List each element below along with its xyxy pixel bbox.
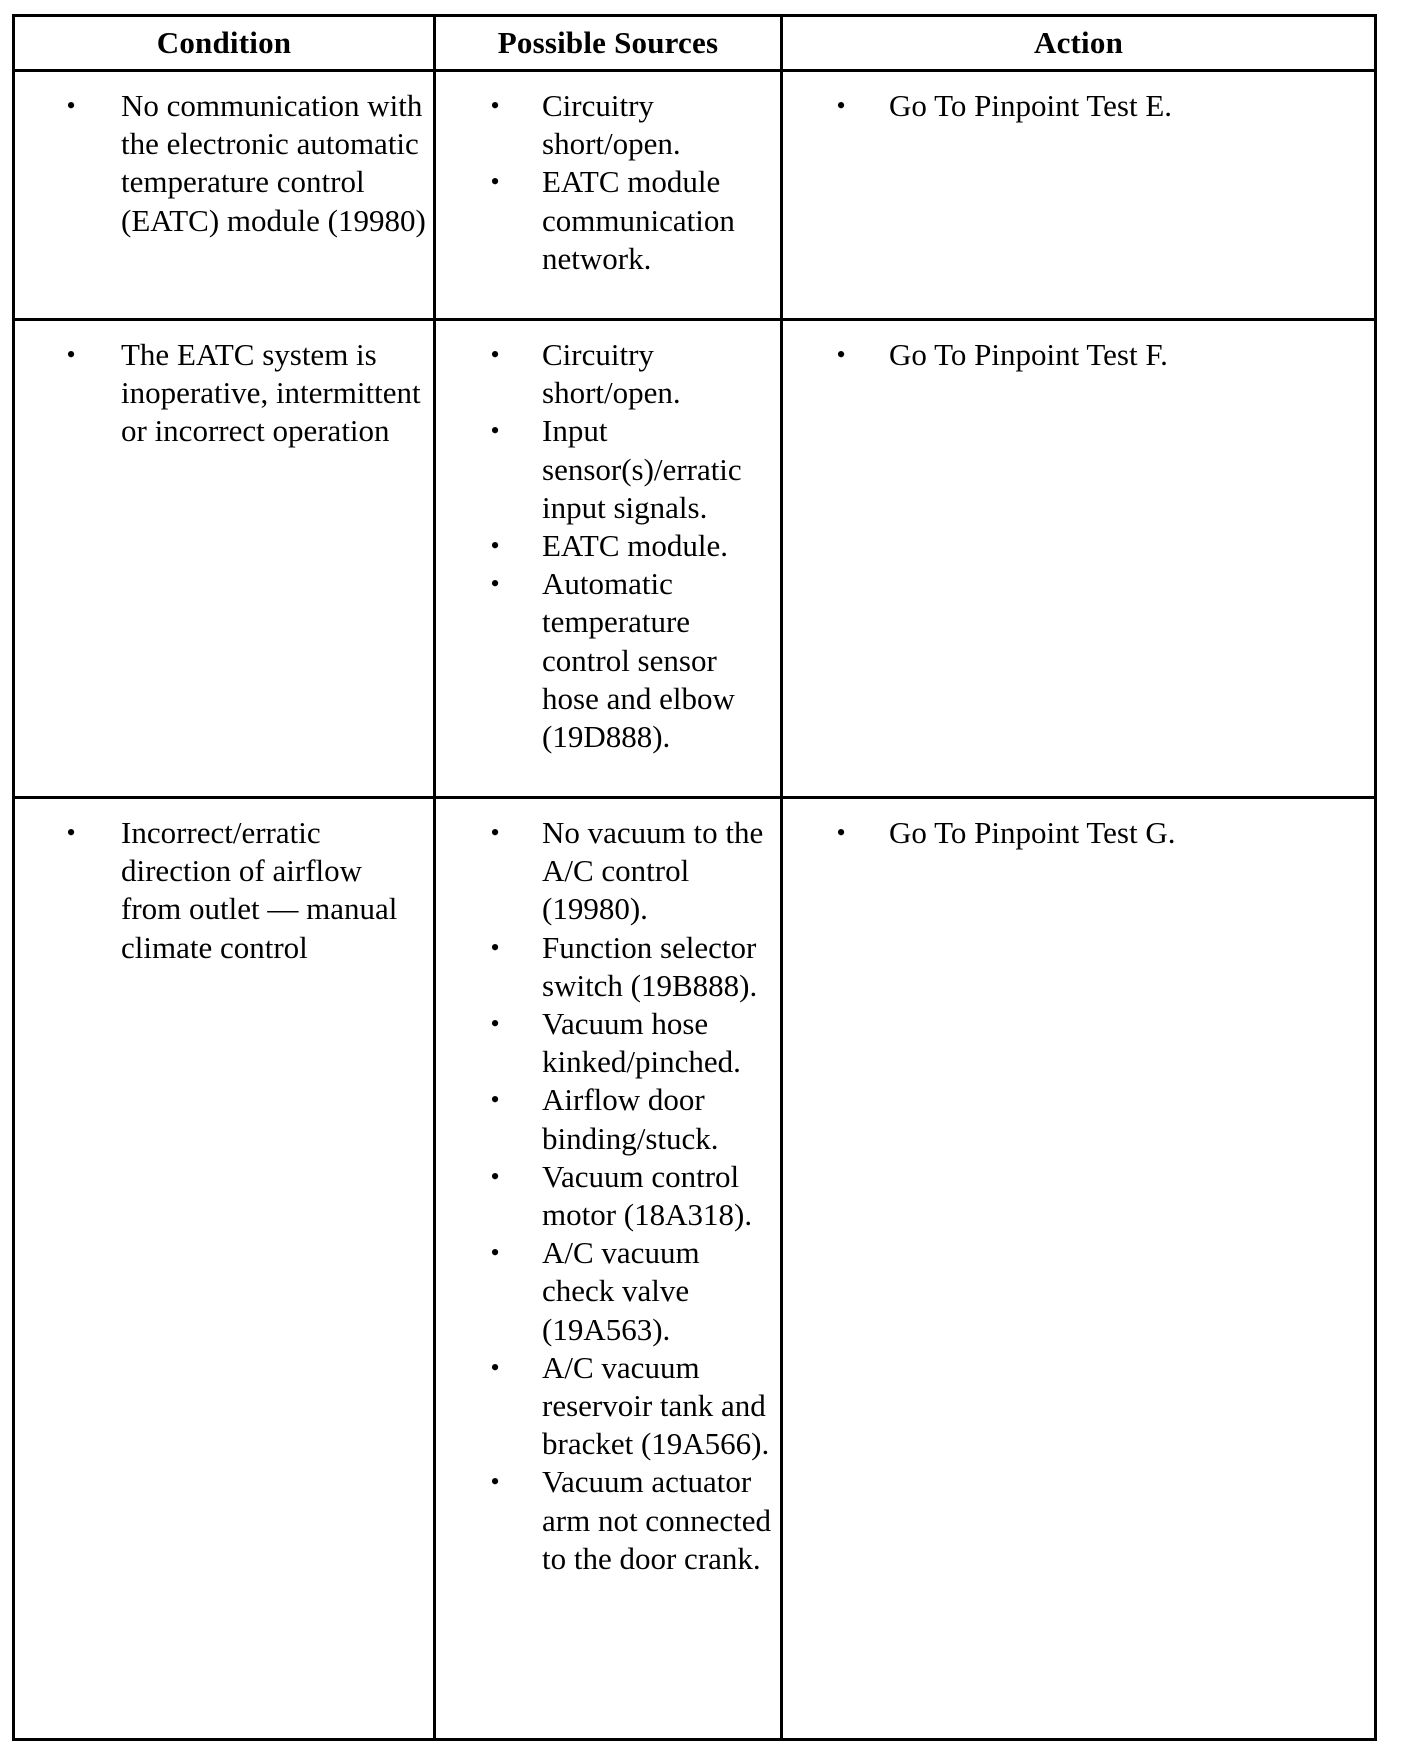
sources-cell xyxy=(435,320,782,798)
header-action: Action xyxy=(782,16,1376,71)
action-cell xyxy=(782,71,1376,320)
source-text: EATC module communication network. xyxy=(542,164,735,276)
bullet-icon: • xyxy=(490,91,500,120)
list-item xyxy=(436,1234,780,1349)
table-row xyxy=(14,798,1376,1740)
list-item xyxy=(783,87,1374,125)
bullet-icon: • xyxy=(66,91,76,120)
bullet-icon: • xyxy=(66,818,76,847)
list-item xyxy=(436,814,780,929)
bullet-icon: • xyxy=(490,1238,500,1268)
bullet-icon: • xyxy=(490,340,500,369)
condition-cell xyxy=(14,320,435,798)
list-item xyxy=(436,1349,780,1464)
list-item xyxy=(436,1005,780,1081)
list-item xyxy=(436,1081,780,1157)
action-list xyxy=(783,72,1374,125)
sources-list xyxy=(436,72,780,278)
source-text: Function selector switch (19B888). xyxy=(542,929,758,1003)
bullet-icon: • xyxy=(490,1352,500,1382)
action-text: Go To Pinpoint Test F. xyxy=(889,337,1168,372)
bullet-icon: • xyxy=(490,416,500,446)
list-item xyxy=(783,814,1374,852)
table-row xyxy=(14,320,1376,798)
bullet-icon: • xyxy=(490,531,500,561)
sources-list xyxy=(436,321,780,756)
action-list xyxy=(783,321,1374,374)
list-item xyxy=(783,336,1374,374)
condition-list xyxy=(15,321,433,451)
bullet-icon: • xyxy=(836,91,846,120)
source-text: Circuitry short/open. xyxy=(542,88,681,162)
source-text: EATC module. xyxy=(542,528,728,564)
list-item xyxy=(436,527,780,565)
list-item xyxy=(436,1158,780,1234)
source-text: Input sensor(s)/erratic input signals. xyxy=(542,413,742,525)
condition-text: No communication with the electronic automatic temperature control (EATC) module (19980) xyxy=(121,88,426,238)
bullet-icon: • xyxy=(66,340,76,369)
bullet-icon: • xyxy=(490,818,500,847)
action-cell xyxy=(782,320,1376,798)
list-item xyxy=(15,87,433,240)
table-row xyxy=(14,71,1376,320)
diagnosis-table xyxy=(12,14,1377,1741)
bullet-icon: • xyxy=(490,1161,500,1191)
source-text: Vacuum control motor (18A318). xyxy=(542,1158,753,1233)
condition-cell xyxy=(14,71,435,320)
source-text: Vacuum actuator arm not connected to the door crank. xyxy=(542,1464,771,1576)
source-text: Vacuum hose kinked/pinched. xyxy=(542,1006,741,1080)
condition-list xyxy=(15,799,433,967)
list-item xyxy=(436,163,780,278)
list-item xyxy=(436,929,780,1005)
condition-cell xyxy=(14,798,435,1740)
condition-list xyxy=(15,72,433,240)
source-text: Automatic temperature control sensor hose and elbow (19D888). xyxy=(542,566,735,755)
sources-cell xyxy=(435,798,782,1740)
bullet-icon: • xyxy=(490,569,500,599)
list-item xyxy=(436,336,780,412)
bullet-icon: • xyxy=(836,340,846,369)
sources-list xyxy=(436,799,780,1578)
bullet-icon: • xyxy=(490,1467,500,1497)
source-text: Circuitry short/open. xyxy=(542,337,681,411)
action-text: Go To Pinpoint Test G. xyxy=(889,815,1176,850)
list-item xyxy=(15,336,433,451)
header-condition: Condition xyxy=(14,16,435,71)
source-text: No vacuum to the A/C control (19980). xyxy=(542,815,764,927)
bullet-icon: • xyxy=(490,932,500,962)
condition-text: The EATC system is inoperative, intermittent or incorrect operation xyxy=(121,337,421,449)
bullet-icon: • xyxy=(490,1009,500,1039)
bullet-icon: • xyxy=(490,167,500,197)
source-text: A/C vacuum check valve (19A563). xyxy=(542,1235,700,1347)
bullet-icon: • xyxy=(836,818,846,847)
source-text: A/C vacuum reservoir tank and bracket (19A566). xyxy=(542,1349,770,1462)
list-item xyxy=(436,412,780,527)
list-item xyxy=(436,565,780,756)
source-text: Airflow door binding/stuck. xyxy=(542,1082,719,1156)
sources-cell xyxy=(435,71,782,320)
bullet-icon: • xyxy=(490,1085,500,1115)
action-list xyxy=(783,799,1374,852)
list-item xyxy=(15,814,433,967)
action-text: Go To Pinpoint Test E. xyxy=(889,88,1173,123)
condition-text: Incorrect/erratic direction of airflow from outlet — manual climate control xyxy=(121,815,398,965)
header-row xyxy=(14,16,1376,71)
list-item xyxy=(436,87,780,163)
header-possible-sources: Possible Sources xyxy=(435,16,782,71)
action-cell xyxy=(782,798,1376,1740)
list-item xyxy=(436,1463,780,1578)
